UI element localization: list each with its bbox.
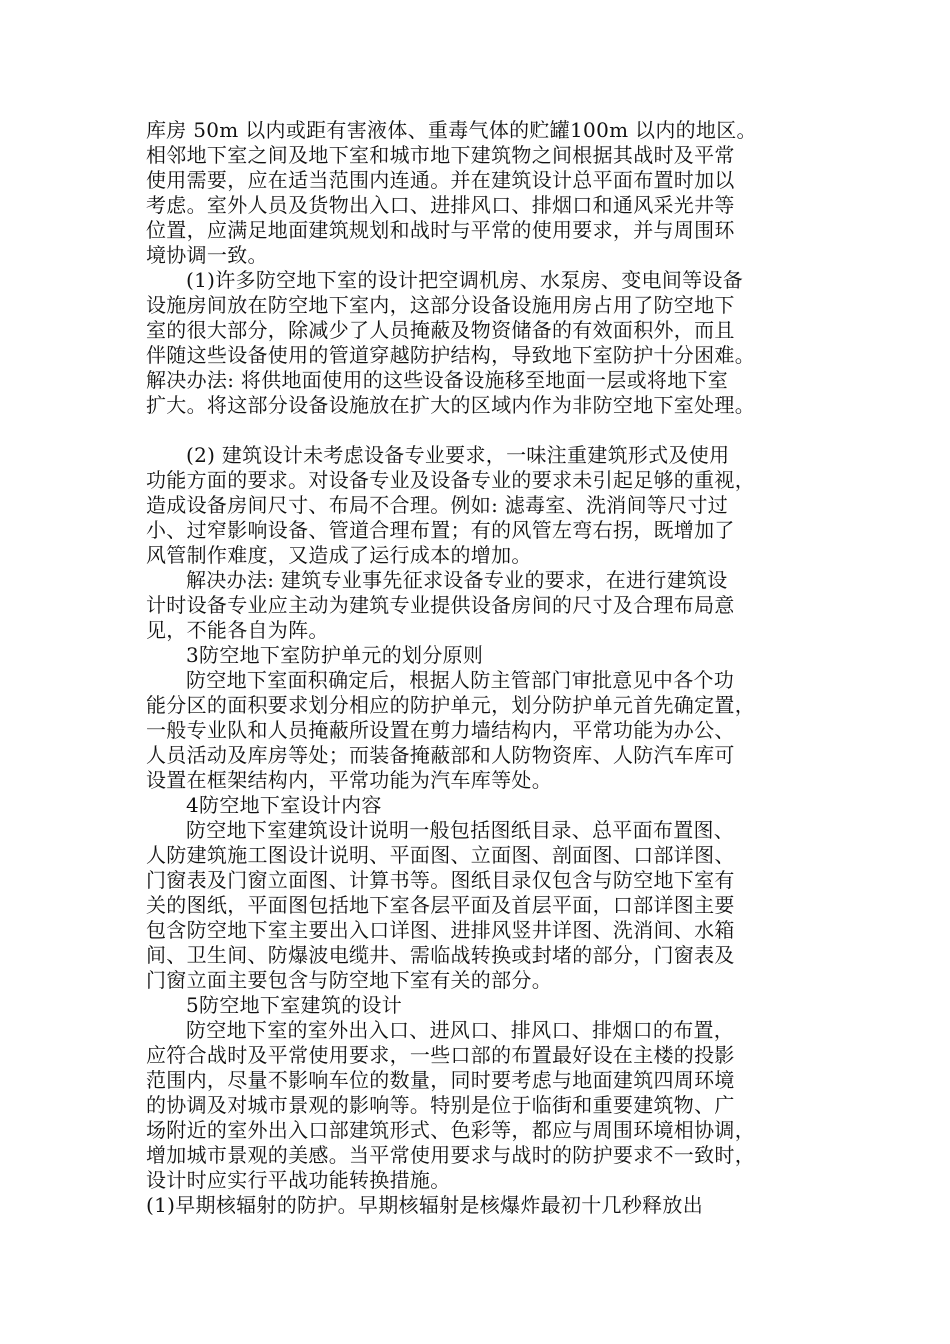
text-line: 门窗立面主要包含与防空地下室有关的部分。 [146, 968, 552, 992]
text-line: 见，不能各自为阵。 [146, 618, 329, 642]
paragraph-first-line: (2) 建筑设计未考虑设备专业要求，一味注重建筑形式及使用 [186, 443, 730, 467]
section-heading: 3防空地下室防护单元的划分原则 [186, 643, 484, 667]
text-line: 关的图纸，平面图包括地下室各层平面及首层平面，口部详图主要 [146, 893, 735, 917]
text-line: 造成设备房间尺寸、布局不合理。例如: 滤毒室、洗消间等尺寸过 [146, 493, 729, 517]
section-heading: 5防空地下室建筑的设计 [186, 993, 403, 1017]
text-line: 使用需要，应在适当范围内连通。并在建筑设计总平面布置时加以 [146, 168, 735, 192]
text-line: 库房 50m 以内或距有害液体、重毒气体的贮罐100m 以内的地区。 [146, 118, 757, 142]
paragraph-first-line: 解决办法: 建筑专业事先征求设备专业的要求，在进行建筑设 [186, 568, 728, 592]
paragraph-first-line: 防空地下室的室外出入口、进风口、排风口、排烟口的布置， [186, 1018, 735, 1042]
document-body [146, 118, 806, 1243]
paragraph-first-line: (1)许多防空地下室的设计把空调机房、水泵房、变电间等设备 [186, 268, 744, 292]
text-line: 增加城市景观的美感。当平常使用要求与战时的防护要求不一致时， [146, 1143, 755, 1167]
text-line: 室的很大部分，除减少了人员掩蔽及物资储备的有效面积外，而且 [146, 318, 735, 342]
section-heading: 4防空地下室设计内容 [186, 793, 382, 817]
text-line: 一般专业队和人员掩蔽所设置在剪力墙结构内，平常功能为办公、 [146, 718, 735, 742]
text-line: 人防建筑施工图设计说明、平面图、立面图、剖面图、口部详图、 [146, 843, 735, 867]
text-line: 计时设备专业应主动为建筑专业提供设备房间的尺寸及合理布局意 [146, 593, 735, 617]
text-line: (1)早期核辐射的防护。早期核辐射是核爆炸最初十几秒释放出 [146, 1193, 704, 1217]
text-line: 功能方面的要求。对设备专业及设备专业的要求未引起足够的重视， [146, 468, 755, 492]
text-line: 伴随这些设备使用的管道穿越防护结构，导致地下室防护十分困难。 [146, 343, 755, 367]
paragraph-first-line [146, 1218, 806, 1243]
text-line: 设计时应实行平战功能转换措施。 [146, 1168, 451, 1192]
text-line: 境协调一致。 [146, 243, 268, 267]
text-line: 应符合战时及平常使用要求，一些口部的布置最好设在主楼的投影 [146, 1043, 735, 1067]
text-line: 门窗表及门窗立面图、计算书等。图纸目录仅包含与防空地下室有 [146, 868, 735, 892]
text-line: 场附近的室外出入口部建筑形式、色彩等，都应与周围环境相协调， [146, 1118, 755, 1142]
paragraph-gap [146, 418, 806, 443]
text-line: 考虑。室外人员及货物出入口、进排风口、排烟口和通风采光井等 [146, 193, 735, 217]
text-line: 风管制作难度，又造成了运行成本的增加。 [146, 543, 532, 567]
text-line: 设施房间放在防空地下室内，这部分设备设施用房占用了防空地下 [146, 293, 735, 317]
text-line: 包含防空地下室主要出入口详图、进排风竖井详图、洗消间、水箱 [146, 918, 735, 942]
text-line: 解决办法: 将供地面使用的这些设备设施移至地面一层或将地下室 [146, 368, 729, 392]
text-line: 相邻地下室之间及地下室和城市地下建筑物之间根据其战时及平常 [146, 143, 735, 167]
text-line: 的协调及对城市景观的影响等。特别是位于临街和重要建筑物、广 [146, 1093, 735, 1117]
text-line: 人员活动及库房等处；而装备掩蔽部和人防物资库、人防汽车库可 [146, 743, 735, 767]
text-line: 能分区的面积要求划分相应的防护单元，划分防护单元首先确定置， [146, 693, 755, 717]
text-line: 位置，应满足地面建筑规划和战时与平常的使用要求，并与周围环 [146, 218, 735, 242]
text-line: 间、卫生间、防爆波电缆井、需临战转换或封堵的部分，门窗表及 [146, 943, 735, 967]
text-line: 范围内，尽量不影响车位的数量，同时要考虑与地面建筑四周环境 [146, 1068, 735, 1092]
paragraph-first-line: 防空地下室建筑设计说明一般包括图纸目录、总平面布置图、 [186, 818, 735, 842]
paragraph-first-line: 防空地下室面积确定后，根据人防主管部门审批意见中各个功 [186, 668, 735, 692]
text-line: 设置在框架结构内，平常功能为汽车库等处。 [146, 768, 552, 792]
text-line: 小、过窄影响设备、管道合理布置；有的风管左弯右拐，既增加了 [146, 518, 735, 542]
text-line: 扩大。将这部分设备设施放在扩大的区域内作为非防空地下室处理。 [146, 393, 755, 417]
